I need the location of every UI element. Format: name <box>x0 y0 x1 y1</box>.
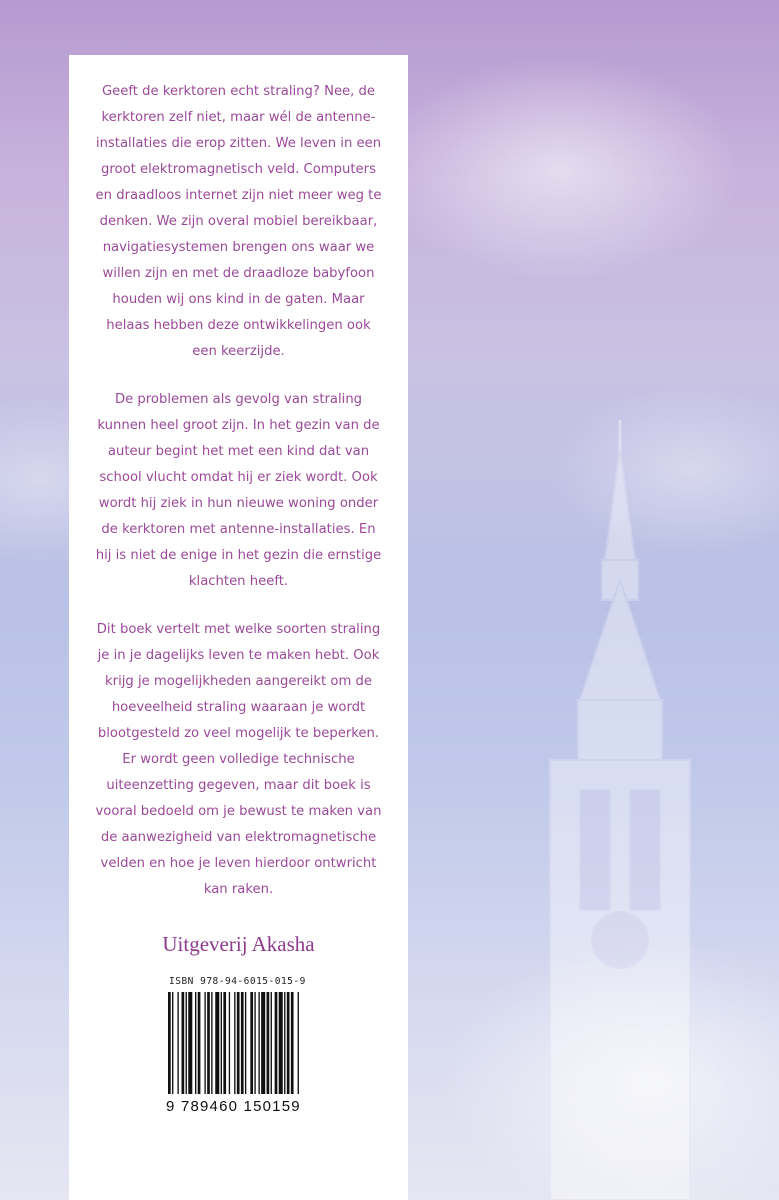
barcode-bar <box>223 992 226 1094</box>
back-cover-panel <box>69 55 408 1200</box>
publisher-name: Uitgeverij Akasha <box>162 932 315 956</box>
barcode-bar <box>221 992 222 1094</box>
barcode-bar <box>237 992 240 1094</box>
barcode-bar <box>188 992 192 1094</box>
barcode-bar <box>177 992 178 1094</box>
barcode-bar <box>229 992 230 1094</box>
barcode-bar <box>261 992 265 1094</box>
barcode <box>166 992 336 1102</box>
barcode-bar <box>271 992 272 1094</box>
barcode-bar <box>198 992 201 1094</box>
barcode-bar <box>204 992 205 1094</box>
barcode-bar <box>279 992 283 1094</box>
barcode-bar <box>186 992 187 1094</box>
barcode-bar <box>211 992 212 1094</box>
blurb-paragraph: De problemen als gevolg van straling kunnen heel groot zijn. In het gezin van de auteur begint het met een kind dat van school vlucht omdat hij er ziek wordt. Ook wordt hij ziek in hun nieuwe woning onder de kerktoren met antenne-installaties. En hij is niet de enige in het gezin die ernstige klachten heeft. <box>95 392 382 589</box>
barcode-bar <box>215 992 219 1094</box>
barcode-bar <box>250 992 253 1094</box>
barcode-bar <box>234 992 235 1094</box>
barcode-bar <box>182 992 185 1094</box>
barcode-bar <box>267 992 270 1094</box>
blurb-paragraph: Dit boek vertelt met welke soorten straling je in je dagelijks leven te maken hebt. Ook krijg je mogelijkheden aangereikt om de hoeveelheid straling waaraan je wordt blootgesteld zo veel mogelijk te beperken. Er wordt geen volledige technische uiteenzetting gegeven, maar dit boek is vooral bedoeld om je bewust te maken van de aanwezigheid van elektromagnetische velden en hoe je leven hierdoor ontwricht kan raken. <box>95 622 382 897</box>
barcode-bar <box>168 992 171 1094</box>
barcode-bar <box>287 992 290 1094</box>
barcode-bar <box>241 992 244 1094</box>
barcode-bar <box>254 992 255 1094</box>
blurb-paragraph: Geeft de kerktoren echt straling? Nee, de kerktoren zelf niet, maar wél de antenne-installaties die erop zitten. We leven in een groot elektromagnetisch veld. Computers en draadloos internet zijn niet meer weg te denken. We zijn overal mobiel bereikbaar, navigatiesystemen brengen ons waar we willen zijn en met de draadloze babyfoon houden wij ons kind in de gaten. Maar helaas hebben deze ontwikkelingen ook een keerzijde. <box>95 84 382 359</box>
isbn-label: ISBN 978-94-6015-015-9 <box>169 976 306 987</box>
barcode-bar <box>172 992 173 1094</box>
barcode-bar <box>245 992 246 1094</box>
barcode-bar <box>284 992 285 1094</box>
barcode-bar <box>195 992 196 1094</box>
barcode-digits: 9 789460 150159 <box>166 1098 301 1115</box>
barcode-bar <box>275 992 278 1094</box>
barcode-bar <box>258 992 259 1094</box>
barcode-bar <box>291 992 294 1094</box>
church-tower-illustration <box>520 420 720 1200</box>
blurb-text <box>69 79 408 925</box>
barcode-bar <box>298 992 299 1094</box>
barcode-bar <box>207 992 210 1094</box>
